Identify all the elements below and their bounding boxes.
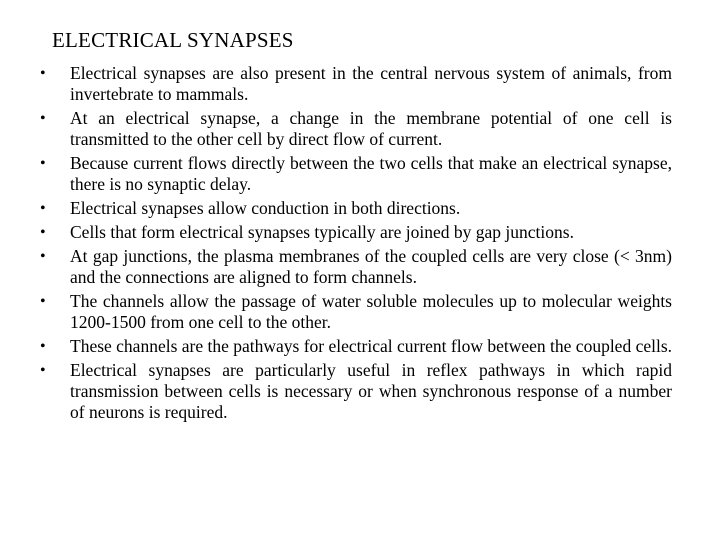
bullet-item: [40, 198, 672, 219]
bullet-item: [40, 360, 672, 423]
bullet-marker: •: [40, 155, 46, 172]
bullet-text: At gap junctions, the plasma membranes of the coupled cells are very close (< 3nm) and the connections are aligned to form channels.: [70, 246, 672, 287]
bullet-marker: •: [40, 338, 46, 355]
bullet-marker: •: [40, 362, 46, 379]
bullet-marker: •: [40, 224, 46, 241]
bullet-text: The channels allow the passage of water soluble molecules up to molecular weights 1200-1500 from one cell to the other.: [70, 291, 672, 332]
bullet-text: Electrical synapses allow conduction in both directions.: [70, 198, 461, 218]
bullet-text: Electrical synapses are also present in the central nervous system of animals, from invertebrate to mammals.: [70, 63, 672, 104]
bullet-text: At an electrical synapse, a change in the membrane potential of one cell is transmitted to the other cell by direct flow of current.: [70, 108, 672, 149]
bullet-item: [40, 222, 672, 243]
bullet-item: [40, 153, 672, 195]
bullet-marker: •: [40, 65, 46, 82]
bullet-marker: •: [40, 110, 46, 127]
bullet-marker: •: [40, 293, 46, 310]
bullet-text: These channels are the pathways for electrical current flow between the coupled cells.: [70, 336, 673, 356]
bullet-list: [40, 63, 672, 426]
bullet-marker: •: [40, 248, 46, 265]
bullet-text: Cells that form electrical synapses typically are joined by gap junctions.: [70, 222, 574, 242]
slide-title: ELECTRICAL SYNAPSES: [52, 28, 294, 52]
bullet-item: [40, 336, 672, 357]
bullet-text: Electrical synapses are particularly useful in reflex pathways in which rapid transmission between cells is necessary or when synchronous response of a number of neurons is required.: [70, 360, 672, 422]
bullet-item: [40, 108, 672, 150]
bullet-item: [40, 246, 672, 288]
bullet-marker: •: [40, 200, 46, 217]
bullet-item: [40, 291, 672, 333]
bullet-text: Because current flows directly between the two cells that make an electrical synapse, there is no synaptic delay.: [70, 153, 672, 194]
bullet-item: [40, 63, 672, 105]
